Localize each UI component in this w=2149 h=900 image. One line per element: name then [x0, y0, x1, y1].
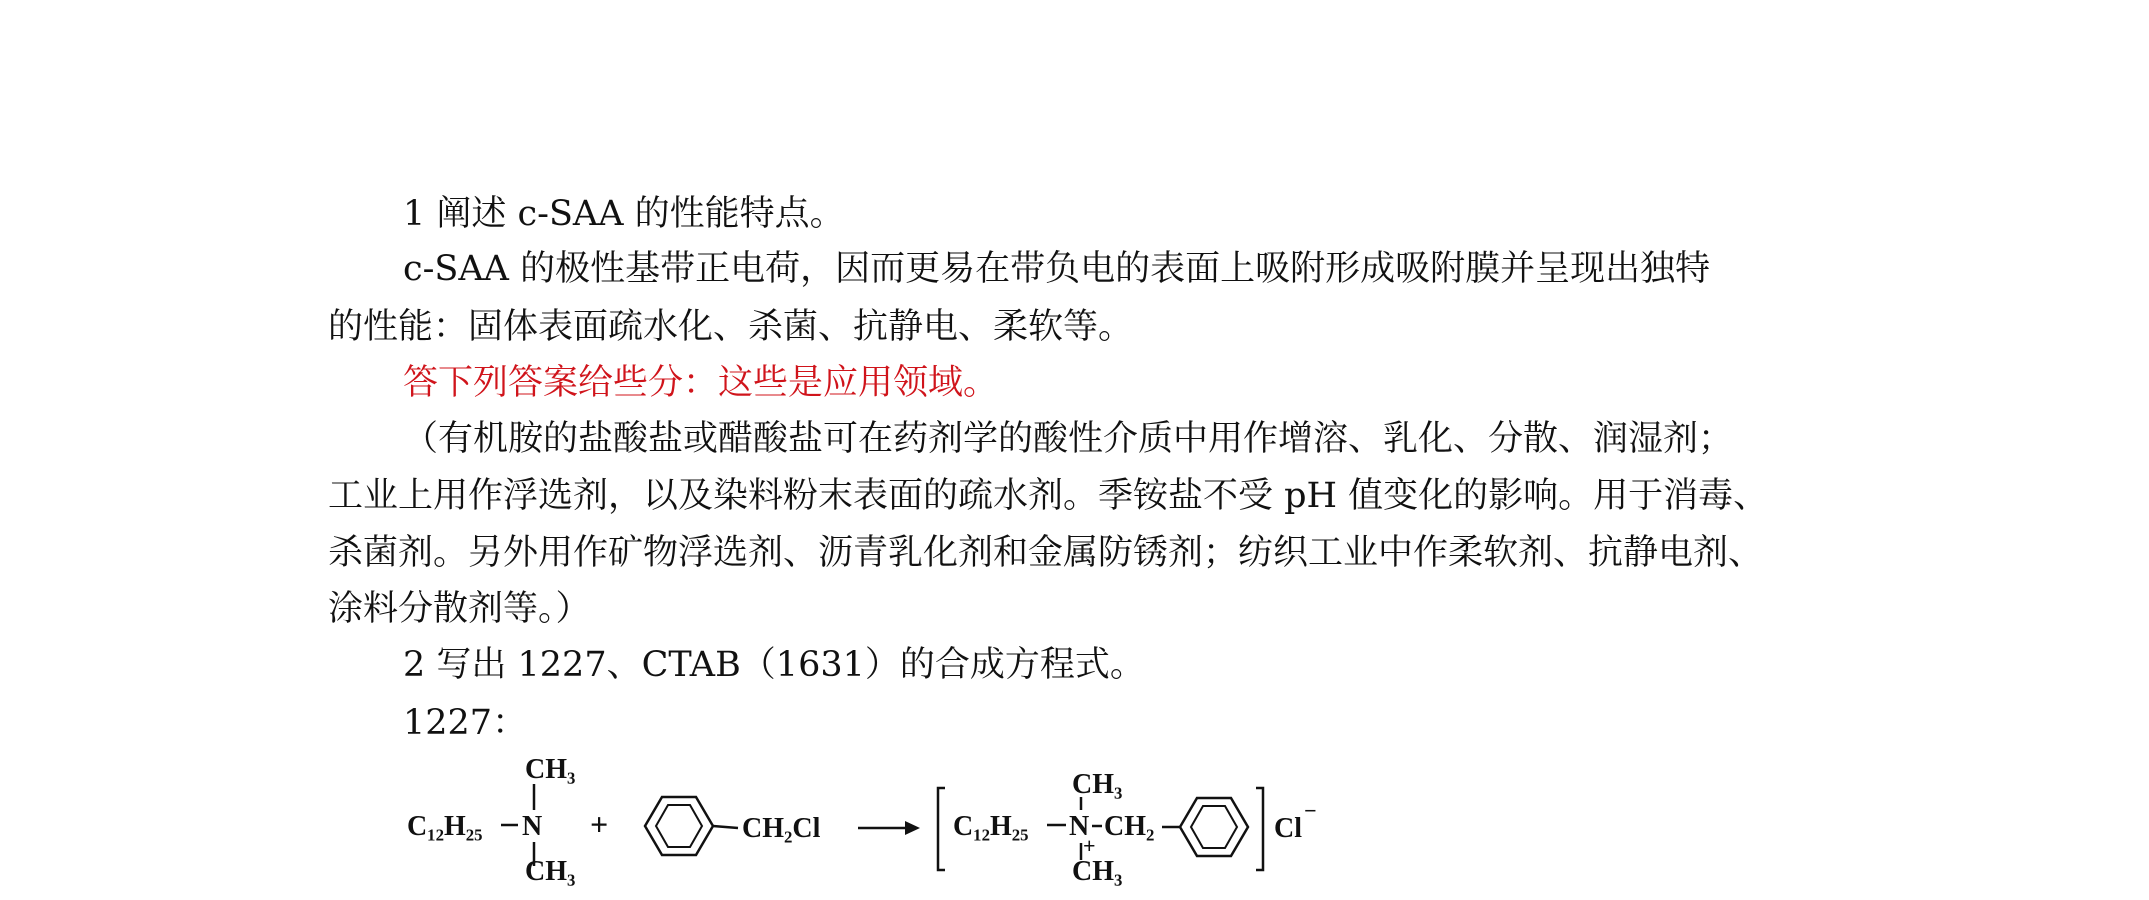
reaction-arrow-icon: [858, 821, 920, 835]
q2-title: 2 写出 1227、CTAB（1631）的合成方程式。: [403, 645, 1145, 685]
positive-charge: +: [1083, 833, 1096, 858]
paren-line-2: 工业上用作浮选剂，以及染料粉末表面的疏水剂。季铵盐不受 pH 值变化的影响。用于消毒、: [328, 476, 1769, 516]
right-bracket: [1256, 788, 1263, 870]
reaction-equation: [400, 748, 1400, 900]
q1-answer-line-1: c-SAA 的极性基带正电荷，因而更易在带负电的表面上吸附形成吸附膜并呈现出独特: [403, 249, 1711, 289]
q1-answer-line-2: 的性能：固体表面疏水化、杀菌、抗静电、柔软等。: [328, 307, 1134, 347]
counter-ion-charge: −: [1304, 798, 1317, 823]
reactant-chain: C₁₂H₂₅: [407, 811, 483, 842]
product-methyl-top: CH₃: [1072, 769, 1123, 800]
counter-ion: Cl: [1274, 813, 1302, 844]
product-methyl-bottom: CH₃: [1072, 856, 1123, 887]
plus-sign: +: [590, 806, 609, 842]
red-note: 答下列答案给些分：这些是应用领域。: [403, 363, 999, 403]
methyl-top: CH₃: [525, 754, 576, 785]
bond-ring-ch2: [713, 826, 738, 828]
product-nitrogen: N: [1069, 811, 1090, 842]
paren-line-1: （有机胺的盐酸盐或醋酸盐可在药剂学的酸性介质中用作增溶、乳化、分散、润湿剂；: [403, 419, 1734, 459]
benzyl-group: CH₂Cl: [742, 813, 821, 844]
methyl-bottom: CH₃: [525, 856, 576, 887]
benzene-ring-icon: [645, 797, 713, 855]
product-ch2: CH₂: [1104, 811, 1155, 842]
product-chain: C₁₂H₂₅: [953, 811, 1029, 842]
label-1227: 1227：: [403, 703, 528, 743]
left-bracket: [938, 788, 945, 870]
product-benzene-ring-icon: [1180, 798, 1248, 856]
q1-title: 1 阐述 c-SAA 的性能特点。: [403, 194, 845, 234]
paren-line-3: 杀菌剂。另外用作矿物浮选剂、沥青乳化剂和金属防锈剂；纺织工业中作柔软剂、抗静电剂、: [328, 533, 1764, 573]
nitrogen-atom: N: [522, 811, 543, 842]
paren-line-4: 涂料分散剂等。）: [328, 589, 591, 629]
